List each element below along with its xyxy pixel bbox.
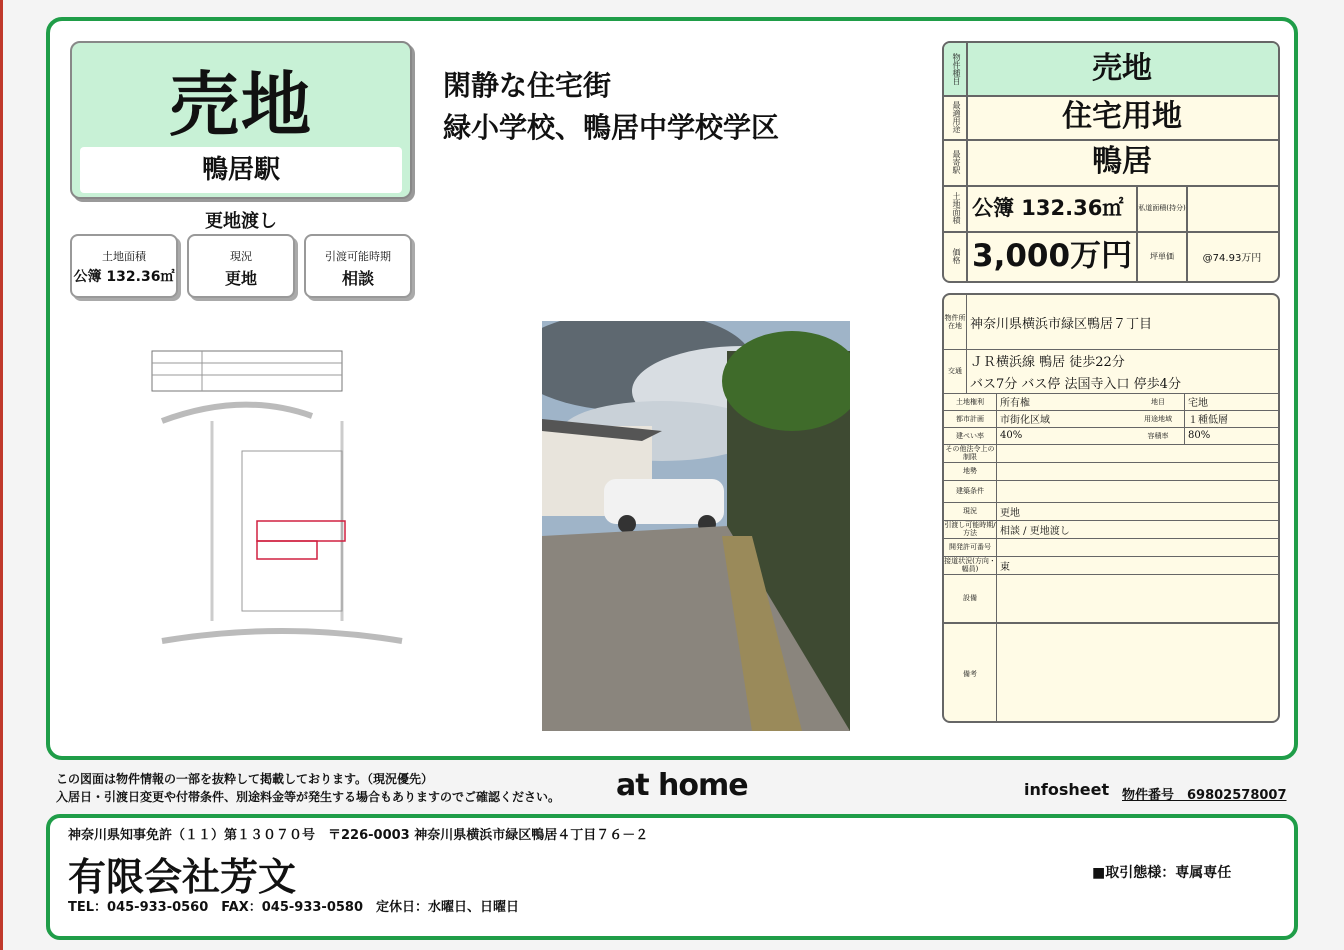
tsubo-label: 坪単価 xyxy=(1136,231,1188,281)
detail-row-status xyxy=(944,502,1278,521)
traffic-line-2: バス7分 バス停 法国寺入口 停歩4分 xyxy=(970,376,1181,392)
handover-value: 相談 / 更地渡し xyxy=(1000,525,1070,537)
disclaimer-line-1: この図面は物件情報の一部を抜粋して掲載しております。（現況優先） xyxy=(56,772,434,786)
chimoku-value: 宅地 xyxy=(1188,398,1208,409)
handover-time-label: 引渡可能時期 xyxy=(325,250,391,263)
spec-row-type xyxy=(944,43,1278,97)
zone-label: 用途地域 xyxy=(1132,410,1185,427)
spec-price-label: 価格 xyxy=(944,231,968,281)
tsubo-value: @74.93万円 xyxy=(1202,252,1262,264)
detail-row-traffic xyxy=(944,349,1278,394)
road-label: 接道状況(方向・幅員) xyxy=(944,557,996,573)
spec-station-value: 鴨居 xyxy=(1092,144,1152,179)
chimoku-label: 地目 xyxy=(1132,393,1185,410)
company-contact: TEL：045-933-0560 FAX：045-933-0580 定休日：水曜日、日曜日 xyxy=(68,900,519,915)
spec-price-value: 3,000万円 xyxy=(972,238,1133,274)
detail-row-notes xyxy=(944,622,1278,723)
detail-row-ratio xyxy=(944,427,1278,445)
bcr-label: 建ぺい率 xyxy=(944,427,997,444)
location-label: 物件所在地 xyxy=(944,295,967,349)
spec-row-station xyxy=(944,139,1278,187)
nearest-station-label: 鴨居駅 xyxy=(80,147,402,193)
handover-label: 引渡し可能時期/方法 xyxy=(944,521,996,537)
restrict-label: その他法令上の制限 xyxy=(944,444,997,462)
detail-row-terrain xyxy=(944,462,1278,481)
spec-type-label: 物件種目 xyxy=(944,43,968,95)
spec-station-label: 最寄駅 xyxy=(944,139,968,185)
athome-logo: at home xyxy=(616,768,748,803)
detail-row-build xyxy=(944,480,1278,503)
spec-row-use xyxy=(944,95,1278,141)
spec-summary-table xyxy=(942,41,1280,283)
traffic-values xyxy=(970,349,1181,393)
property-detail-table xyxy=(942,293,1280,723)
flyer-main-panel xyxy=(46,17,1298,760)
detail-row-plan xyxy=(944,410,1278,428)
page-edge-line xyxy=(0,0,3,950)
spec-use-label: 最適用途 xyxy=(944,95,968,139)
property-photo xyxy=(542,321,850,731)
dev-label: 開発許可番号 xyxy=(944,538,997,556)
traffic-line-1: ＪＲ横浜線 鴨居 徒歩22分 xyxy=(970,354,1125,370)
rights-label: 土地権利 xyxy=(944,393,997,410)
handover-time-value: 相談 xyxy=(341,269,374,288)
traffic-label: 交通 xyxy=(944,349,967,393)
land-area-label: 土地面積 xyxy=(102,250,146,263)
facility-label: 設備 xyxy=(944,574,997,622)
detail-row-location xyxy=(944,295,1278,350)
listing-type-card xyxy=(70,41,412,199)
company-license: 神奈川県知事免許（１１）第１３０７０号 〒226-0003 神奈川県横浜市緑区鴨居４丁目７６－２ xyxy=(68,828,649,843)
land-area-box xyxy=(70,234,178,298)
company-name: 有限会社芳文 xyxy=(68,855,297,899)
property-number: 物件番号 69802578007 xyxy=(1122,788,1287,803)
spec-row-area xyxy=(944,185,1278,233)
notes-label: 備考 xyxy=(944,622,997,723)
status-value: 更地 xyxy=(1000,507,1020,519)
disclaimer-line-2: 入居日・引渡日変更や付帯条件、別途料金等が発生する場合もありますのでご確認ください。 xyxy=(56,790,561,804)
plan-label: 都市計画 xyxy=(944,410,997,427)
status-label: 現況 xyxy=(944,502,997,520)
disclaimer xyxy=(56,770,560,806)
land-area-value: 公簿 132.36㎡ xyxy=(73,269,175,285)
company-panel xyxy=(46,814,1298,940)
spec-area-label: 土地面積 xyxy=(944,185,968,231)
site-plan-map xyxy=(142,321,430,681)
location-value: 神奈川県横浜市緑区鴨居７丁目 xyxy=(970,316,1153,332)
detail-row-handover xyxy=(944,520,1278,539)
detail-row-road xyxy=(944,556,1278,575)
catch-copy xyxy=(443,65,779,149)
current-status-box xyxy=(187,234,295,298)
detail-row-restrict xyxy=(944,444,1278,463)
spec-row-price xyxy=(944,231,1278,281)
handover-time-box xyxy=(304,234,412,298)
deal-type: ■取引態様：専属専任 xyxy=(1092,865,1232,881)
bcr-value: 40% xyxy=(1000,430,1023,441)
infosheet-label: infosheet xyxy=(1024,780,1110,799)
current-status-value: 更地 xyxy=(224,269,257,288)
listing-type-title: 売地 xyxy=(169,64,313,146)
spec-type-value: 売地 xyxy=(1092,51,1152,86)
detail-row-dev xyxy=(944,538,1278,557)
far-value: 80% xyxy=(1188,430,1211,441)
current-status-label: 現況 xyxy=(230,250,252,263)
spec-area-value: 公簿 132.36㎡ xyxy=(972,196,1124,220)
catch-line-2: 緑小学校、鴨居中学校学区 xyxy=(443,111,780,144)
delivery-condition: 更地渡し xyxy=(205,211,277,232)
plan-value: 市街化区域 xyxy=(1000,415,1050,426)
road-value: 東 xyxy=(1000,561,1010,573)
zone-value: １種低層 xyxy=(1188,415,1228,426)
build-label: 建築条件 xyxy=(944,480,997,502)
detail-row-rights xyxy=(944,393,1278,411)
private-road-label: 私道面積(持分) xyxy=(1136,185,1188,231)
rights-value: 所有権 xyxy=(1000,398,1030,409)
far-label: 容積率 xyxy=(1132,427,1185,444)
terrain-label: 地勢 xyxy=(944,462,997,480)
detail-row-facility xyxy=(944,574,1278,624)
catch-line-1: 閑静な住宅街 xyxy=(443,69,612,102)
spec-use-value: 住宅用地 xyxy=(1062,99,1182,134)
